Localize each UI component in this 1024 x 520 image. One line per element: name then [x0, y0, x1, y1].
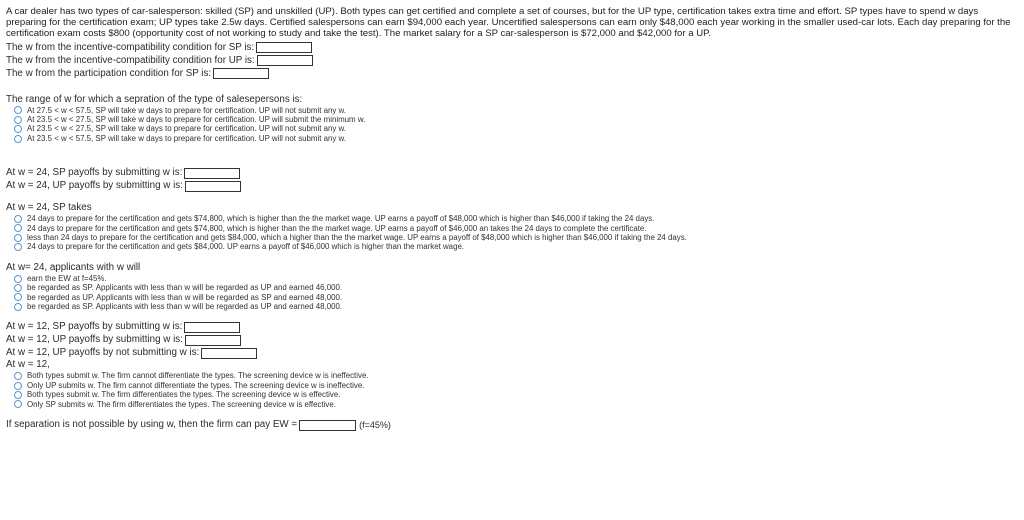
answer-field-up-payoff-12[interactable] — [185, 335, 241, 346]
radio-button[interactable] — [14, 284, 22, 292]
option-label: 24 days to prepare for the certification and gets $74,800, which is higher than the the market wage. UP earns a payoff of $46,000 an takes the 24 days to complete the certificate. — [27, 223, 647, 233]
screening-question: At w = 12, — [6, 359, 50, 371]
radio-option[interactable] — [14, 224, 1018, 233]
question-label: The w from the participation condition for SP is: — [6, 67, 212, 79]
question-label: At w = 12, SP payoffs by submitting w is: — [6, 321, 183, 333]
option-label: be regarded as UP. Applicants with less than w will be regarded as SP and earned 48,000. — [27, 292, 343, 302]
question-label: At w = 24, UP payoffs by submitting w is: — [6, 180, 183, 192]
question-expected-wage — [6, 419, 1018, 431]
question-ic-up — [6, 55, 1018, 67]
radio-option[interactable] — [14, 274, 1018, 283]
question-sp-payoff-12 — [6, 321, 1018, 333]
radio-button[interactable] — [14, 116, 22, 124]
option-label: Only UP submits w. The firm cannot differentiate the types. The screening device w is ineffective. — [27, 380, 365, 390]
question-label: At w = 12, UP payoffs by not submitting w is: — [6, 347, 200, 359]
radio-option[interactable] — [14, 214, 1018, 223]
radio-option[interactable] — [14, 400, 1018, 409]
radio-option[interactable] — [14, 293, 1018, 302]
radio-option[interactable] — [14, 390, 1018, 399]
radio-option[interactable] — [14, 124, 1018, 133]
question-up-payoff-12 — [6, 334, 1018, 346]
option-label: At 27.5 < w < 57.5, SP will take w days to prepare for certification. UP will not submit any w. — [27, 105, 346, 115]
radio-option[interactable] — [14, 115, 1018, 124]
radio-button[interactable] — [14, 135, 22, 143]
question-label: At w = 24, SP payoffs by submitting w is: — [6, 167, 183, 179]
radio-button[interactable] — [14, 400, 22, 408]
option-label: be regarded as SP. Applicants with less than w will be regarded as UP and earned 46,000. — [27, 283, 343, 293]
sp-takes-question: At w = 24, SP takes — [6, 202, 92, 214]
option-label: Both types submit w. The firm cannot differentiate the types. The screening device w is ineffective. — [27, 371, 369, 381]
answer-field-sp-payoff-12[interactable] — [184, 322, 240, 333]
radio-button[interactable] — [14, 125, 22, 133]
probability-note: (f=45%) — [359, 420, 391, 431]
question-label: At w = 12, UP payoffs by submitting w is: — [6, 334, 183, 346]
option-label: earn the EW at f=45%. — [27, 273, 107, 283]
option-label: At 23.5 < w < 57.5, SP will take w days to prepare for certification. UP will not submit any w. — [27, 133, 346, 143]
option-label: less than 24 days to prepare for the certification and gets $84,000, which a higher than the the market wage. UP earns a payoff of $48,000 which is higher than $46,000 if taking the 24 days. — [27, 233, 687, 243]
radio-button[interactable] — [14, 243, 22, 251]
radio-option[interactable] — [14, 302, 1018, 311]
radio-button[interactable] — [14, 234, 22, 242]
radio-button[interactable] — [14, 391, 22, 399]
answer-field-ic-up[interactable] — [257, 55, 313, 66]
answer-field-expected-wage[interactable] — [299, 420, 356, 431]
option-label: At 23.5 < w < 27.5, SP will take w days to prepare for certification. UP will not submit any w. — [27, 124, 346, 134]
radio-option[interactable] — [14, 381, 1018, 390]
question-sp-payoff-24 — [6, 167, 1018, 179]
radio-option[interactable] — [14, 283, 1018, 292]
radio-button[interactable] — [14, 382, 22, 390]
option-label: 24 days to prepare for the certification and gets $74,800, which is higher than the the market wage. UP earns a payoff of $48,000 which is higher than $46,000 if taking the 24 days. — [27, 214, 655, 224]
question-ic-sp — [6, 42, 1018, 54]
radio-option[interactable] — [14, 371, 1018, 380]
answer-field-up-payoff-24[interactable] — [185, 181, 241, 192]
option-label: Only SP submits w. The firm differentiates the types. The screening device w is effective. — [27, 399, 336, 409]
question-up-payoff-24 — [6, 180, 1018, 192]
applicants-question: At w= 24, applicants with w will — [6, 261, 141, 273]
problem-statement: A car dealer has two types of car-salesperson: skilled (SP) and unskilled (UP). Both types can get certified and complete a set of courses, but for the UP type, certification takes extra time and effort. SP types have to spend w days preparing for the certification exam; UP types take 2.5w days. Certified salespersons can earn $94,000 each year. Uncertified salespersons can earn only $48,000 each year working in the smaller used-car lots. Each day preparing for the certification exam costs $800 (opportunity cost of not working to study and take the test). The market salary for a SP car-salesperson is $72,000 and $42,000 for a UP. — [6, 6, 1011, 40]
radio-button[interactable] — [14, 106, 22, 114]
option-label: be regarded as SP. Applicants with less than w will be regarded as UP and earned 48,000. — [27, 302, 343, 312]
answer-field-up-no-submit-12[interactable] — [201, 348, 257, 359]
radio-button[interactable] — [14, 303, 22, 311]
radio-option[interactable] — [14, 233, 1018, 242]
radio-button[interactable] — [14, 275, 22, 283]
question-label: The w from the incentive-compatibility condition for SP is: — [6, 41, 255, 53]
radio-button[interactable] — [14, 372, 22, 380]
radio-button[interactable] — [14, 215, 22, 223]
radio-option[interactable] — [14, 242, 1018, 251]
answer-field-sp-payoff-24[interactable] — [184, 168, 240, 179]
radio-button[interactable] — [14, 224, 22, 232]
question-label: If separation is not possible by using w, then the firm can pay EW = — [6, 419, 298, 431]
question-label: The w from the incentive-compatibility condition for UP is: — [6, 54, 255, 66]
radio-button[interactable] — [14, 293, 22, 301]
range-question: The range of w for which a sepration of the type of salesepersons is: — [6, 93, 303, 105]
option-label: Both types submit w. The firm differentiates the types. The screening device w is effective. — [27, 390, 341, 400]
option-label: 24 days to prepare for the certification and gets $84,000. UP earns a payoff of $46,000 which is higher than the market wage. — [27, 242, 465, 252]
question-up-no-submit-12 — [6, 347, 1018, 359]
question-participation-sp — [6, 68, 1018, 80]
answer-field-participation-sp[interactable] — [213, 68, 269, 79]
answer-field-ic-sp[interactable] — [256, 42, 312, 53]
radio-option[interactable] — [14, 134, 1018, 143]
option-label: At 23.5 < w < 27.5, SP will take w days to prepare for certification. UP will submit the minimum w. — [27, 115, 366, 125]
radio-option[interactable] — [14, 106, 1018, 115]
